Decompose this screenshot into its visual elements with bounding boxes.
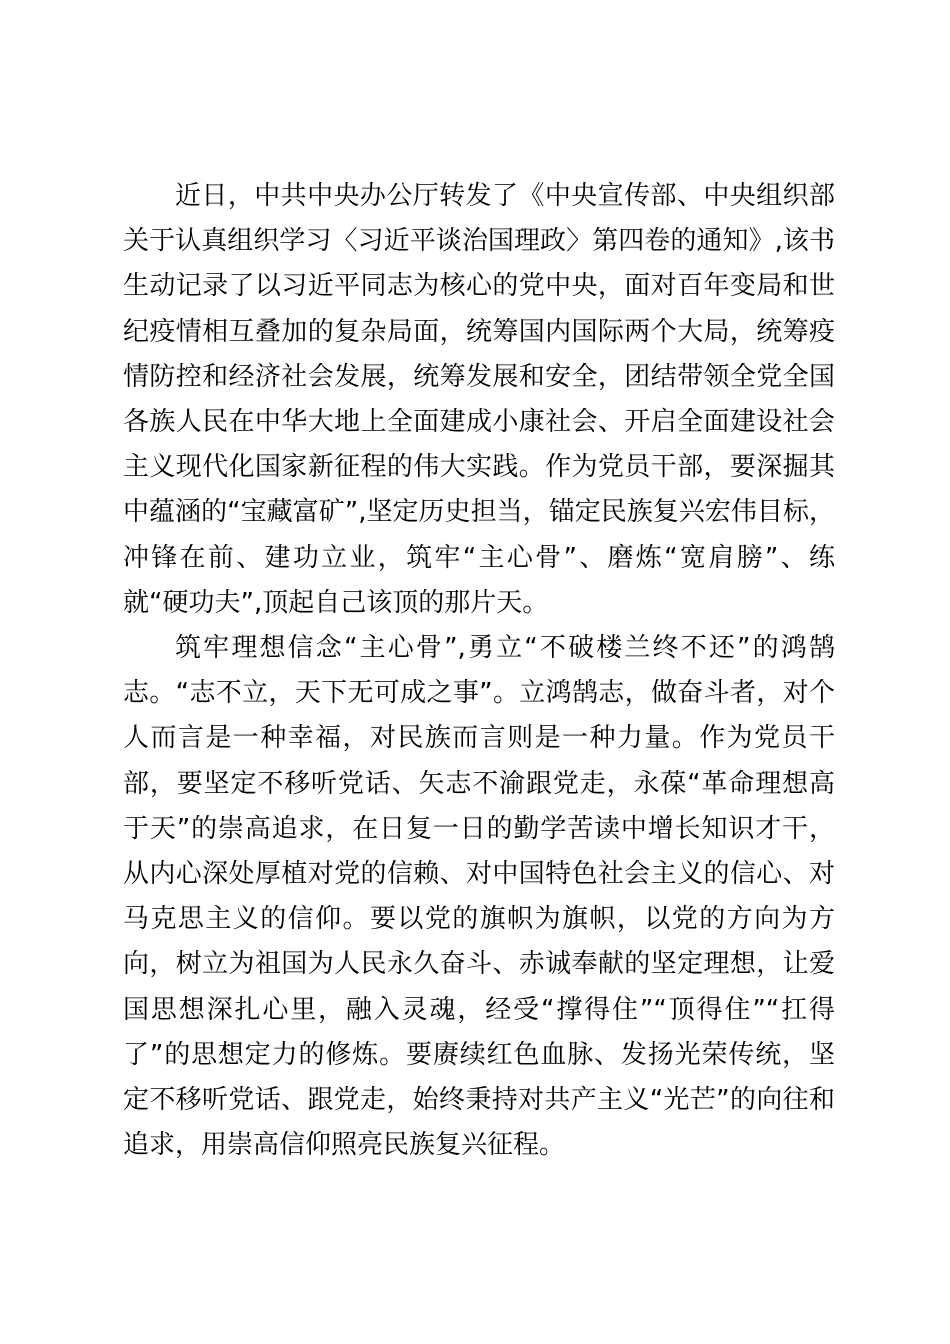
paragraph-2: 筑牢理想信念“主心骨”,勇立“不破楼兰终不还”的鸿鹄志。“志不立，天下无可成之事”。立鸿鹄志，做奋斗者，对个人而言是一种幸福，对民族而言则是一种力量。作为党员干部，要坚定不移听党话、矢志不渝跟党走，永葆“革命理想高于天”的崇高追求，在日复一日的勤学苦读中增长知识才干，从内心深处厚植对党的信赖、对中国特色社会主义的信心、对马克思主义的信仰。要以党的旗帜为旗帜，以党的方向为方向，树立为祖国为人民永久奋斗、赤诚奉献的坚定理想，让爱国思想深扎心里，融入灵魂，经受“撑得住”“顶得住”“扛得了”的思想定力的修炼。要赓续红色血脉、发扬光荣传统，坚定不移听党话、跟党走，始终秉持对共产主义“光芒”的向往和追求，用崇高信仰照亮民族复兴征程。 xyxy=(123,633,835,1161)
paragraph-1: 近日，中共中央办公厅转发了《中央宣传部、中央组织部关于认真组织学习〈习近平谈治国理政〉第四卷的通知》,该书生动记录了以习近平同志为核心的党中央，面对百年变局和世纪疫情相互叠加的复杂局面，统筹国内国际两个大局，统筹疫情防控和经济社会发展，统筹发展和安全，团结带领全党全国各族人民在中华大地上全面建成小康社会、开启全面建设社会主义现代化国家新征程的伟大实践。作为党员干部，要深掘其中蕴涵的“宝藏富矿”,坚定历史担当，锚定民族复兴宏伟目标，冲锋在前、建功立业，筑牢“主心骨”、磨炼“宽肩膀”、练就“硬功夫”,顶起自己该顶的那片天。 xyxy=(123,181,835,618)
document-body xyxy=(123,174,835,1168)
